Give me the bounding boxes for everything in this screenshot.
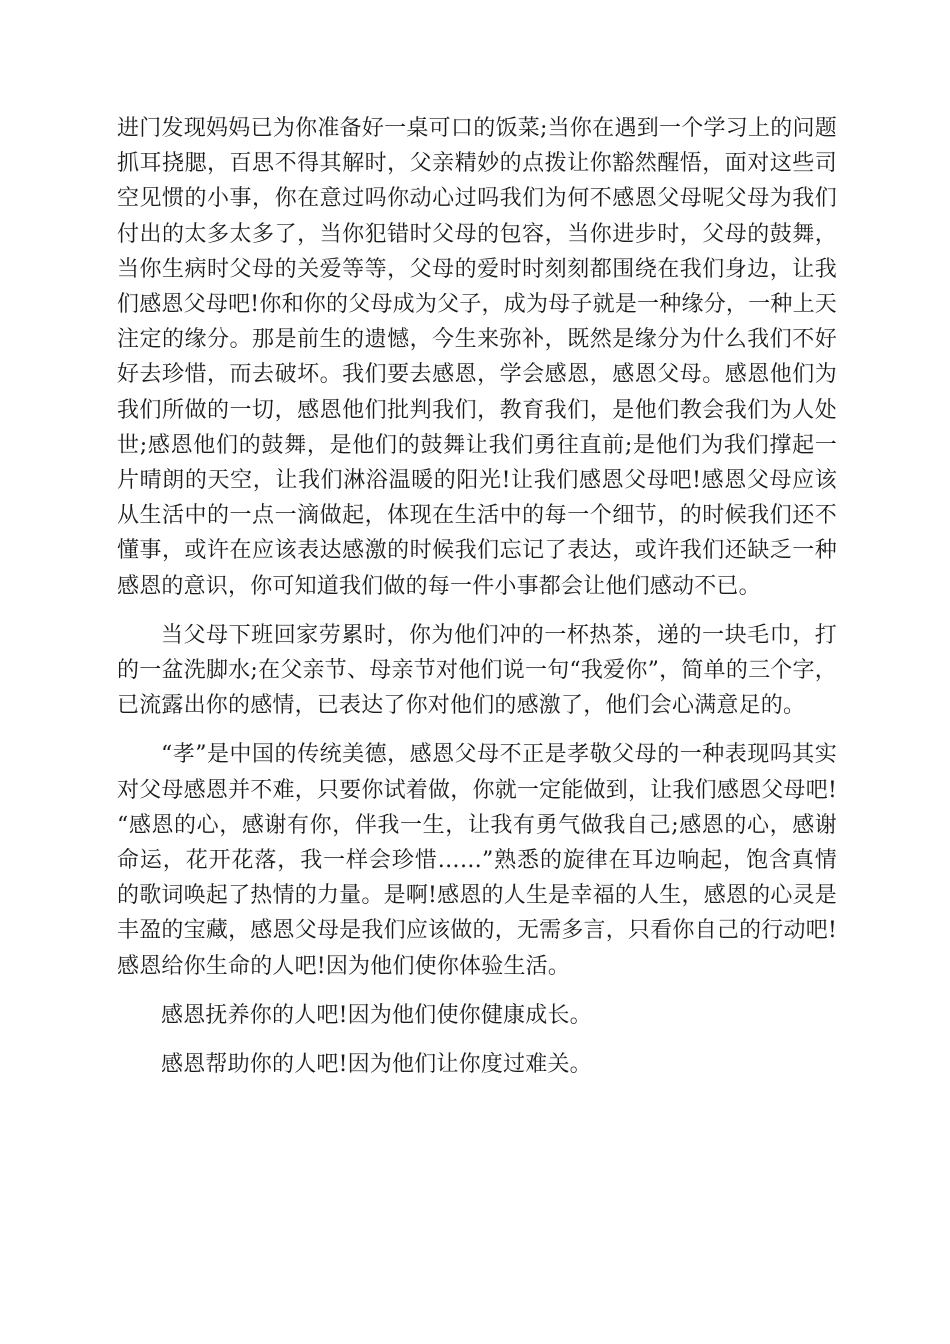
document-body xyxy=(117,111,837,1096)
paragraph-4: 感恩抚养你的人吧!因为他们使你健康成长。 xyxy=(161,1002,592,1028)
paragraph-2: 当父母下班回家劳累时，你为他们冲的一杯热茶，递的一块毛巾，打的一盆洗脚水;在父亲节、母亲节对他们说一句“我爱你”，简单的三个字，已流露出你的感情，已表达了你对他们的感激了，他们会心满意足的。 xyxy=(117,622,837,719)
paragraph-3: “孝”是中国的传统美德，感恩父母不正是孝敬父母的一种表现吗其实对父母感恩并不难，只要你试着做，你就一定能做到，让我们感恩父母吧!“感恩的心，感谢有你，伴我一生，让我有勇气做我自己;感恩的心，感谢命运，花开花落，我一样会珍惜……”熟悉的旋律在耳边响起，饱含真情的歌词唤起了热情的力量。是啊!感恩的人生是幸福的人生，感恩的心灵是丰盈的宝藏，感恩父母是我们应该做的，无需多言，只看你自己的行动吧!感恩给你生命的人吧!因为他们使你体验生活。 xyxy=(117,742,837,979)
paragraph-1: 进门发现妈妈已为你准备好一桌可口的饭菜;当你在遇到一个学习上的问题抓耳挠腮，百思不得其解时，父亲精妙的点拨让你豁然醒悟，面对这些司空见惯的小事，你在意过吗你动心过吗我们为何不感恩父母呢父母为我们付出的太多太多了，当你犯错时父母的包容，当你进步时，父母的鼓舞，当你生病时父母的关爱等等，父母的爱时时刻刻都围绕在我们身边，让我们感恩父母吧!你和你的父母成为父子，成为母子就是一种缘分，一种上天注定的缘分。那是前生的遗憾，今生来弥补，既然是缘分为什么我们不好好去珍惜，而去破坏。我们要去感恩，学会感恩，感恩父母。感恩他们为我们所做的一切，感恩他们批判我们，教育我们，是他们教会我们为人处世;感恩他们的鼓舞，是他们的鼓舞让我们勇往直前;是他们为我们撑起一片晴朗的天空，让我们淋浴温暖的阳光!让我们感恩父母吧!感恩父母应该从生活中的一点一滴做起，体现在生活中的每一个细节，的时候我们还不懂事，或许在应该表达感激的时候我们忘记了表达，或许我们还缺乏一种感恩的意识，你可知道我们做的每一件小事都会让他们感动不已。 xyxy=(117,116,837,599)
paragraph-5: 感恩帮助你的人吧!因为他们让你度过难关。 xyxy=(161,1052,592,1078)
